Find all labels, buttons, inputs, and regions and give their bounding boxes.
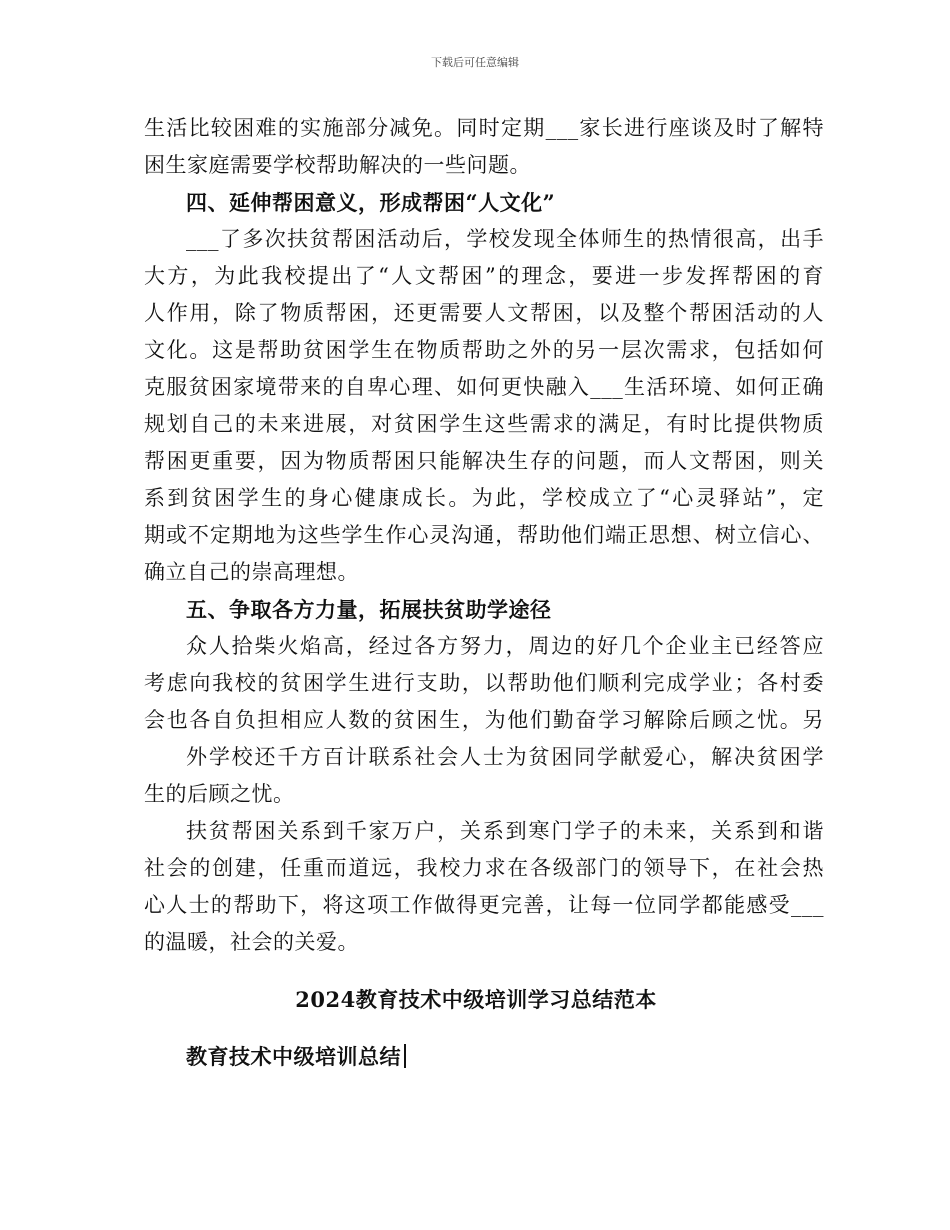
body-line: 考虑向我校的贫困学生进行支助，以帮助他们顺利完成学业；各村委 bbox=[144, 671, 824, 695]
body-line: 生的后顾之忧。 bbox=[144, 782, 295, 806]
body-line: 规划自己的未来进展，对贫困学生这些需求的满足，有时比提供物质 bbox=[144, 412, 824, 436]
body-line: 会也各自负担相应人数的贫困生，为他们勤奋学习解除后顾之忧。另 bbox=[144, 708, 824, 732]
document-body bbox=[144, 110, 824, 1075]
body-line: 系到贫困学生的身心健康成长。为此，学校成立了“心灵驿站”，定 bbox=[144, 486, 824, 510]
body-line: 社会的创建，任重而道远，我校力求在各级部门的领导下，在社会热 bbox=[144, 856, 824, 880]
body-line: 众人拾柴火焰高，经过各方努力，周边的好几个企业主已经答应 bbox=[186, 634, 824, 658]
body-line: 困生家庭需要学校帮助解决的一些问题。 bbox=[144, 153, 531, 177]
body-line: 外学校还千方百计联系社会人士为贫困同学献爱心，解决贫困学 bbox=[186, 745, 824, 769]
page-header-note: 下载后可任意编辑 bbox=[431, 56, 519, 69]
body-line: 心人士的帮助下，将这项工作做得更完善，让每一位同学都能感受___ bbox=[144, 893, 824, 917]
body-line: 扶贫帮困关系到千家万户，关系到寒门学子的未来，关系到和谐 bbox=[186, 819, 824, 843]
text-cursor bbox=[404, 1044, 406, 1068]
body-line: 帮困更重要，因为物质帮困只能解决生存的问题，而人文帮困，则关 bbox=[144, 449, 824, 473]
body-line: 大方，为此我校提出了“人文帮困”的理念，要进一步发挥帮困的育 bbox=[144, 264, 824, 288]
document-subtitle bbox=[144, 1038, 824, 1075]
body-line: 的温暖，社会的关爱。 bbox=[144, 930, 359, 954]
document-title: 2024教育技术中级培训学习总结范本 bbox=[295, 987, 657, 1012]
section-heading-5: 五、争取各方力量，拓展扶贫助学途径 bbox=[186, 597, 552, 622]
document-subtitle-text: 教育技术中级培训总结 bbox=[186, 1044, 401, 1069]
body-line: 克服贫困家境带来的自卑心理、如何更快融入___生活环境、如何正确 bbox=[144, 375, 824, 399]
body-line: 人作用，除了物质帮困，还更需要人文帮困，以及整个帮困活动的人 bbox=[144, 301, 824, 325]
body-line: ___了多次扶贫帮困活动后，学校发现全体师生的热情很高，出手 bbox=[186, 227, 824, 251]
body-line: 生活比较困难的实施部分减免。同时定期___家长进行座谈及时了解特 bbox=[144, 116, 824, 140]
body-line: 文化。这是帮助贫困学生在物质帮助之外的另一层次需求，包括如何 bbox=[144, 338, 824, 362]
body-line: 期或不定期地为这些学生作心灵沟通，帮助他们端正思想、树立信心、 bbox=[144, 523, 824, 547]
section-heading-4: 四、延伸帮困意义，形成帮困“人文化” bbox=[186, 190, 556, 215]
body-line: 确立自己的崇高理想。 bbox=[144, 560, 359, 584]
